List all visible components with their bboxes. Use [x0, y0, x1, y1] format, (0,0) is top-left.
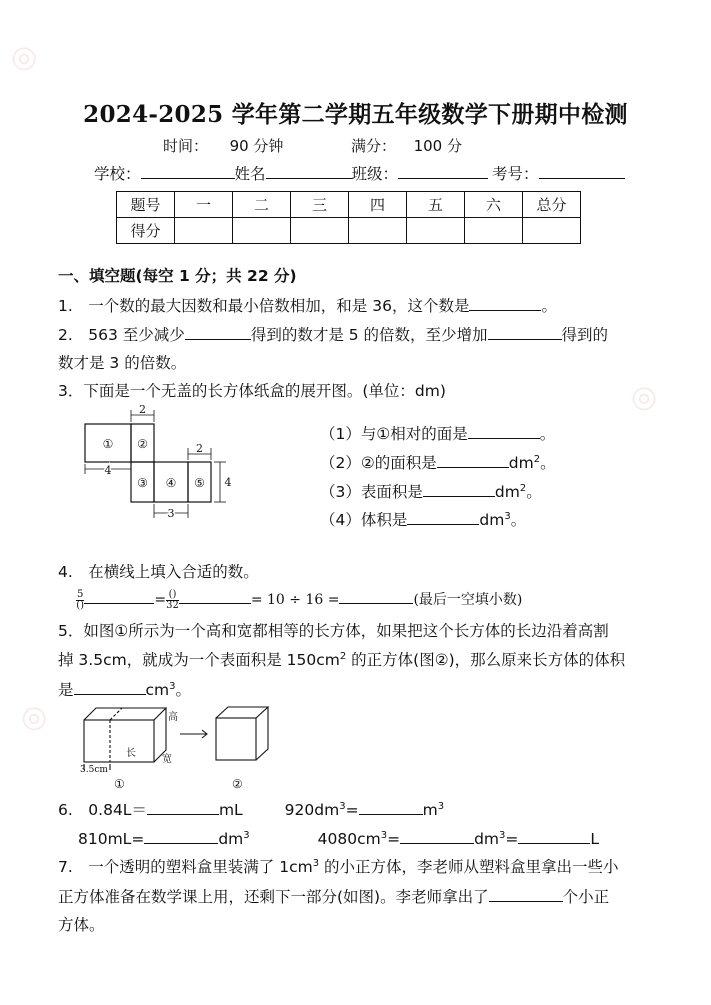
- school-label: 学校：: [94, 165, 141, 183]
- q2-continued: 数才是 3 的倍数。: [58, 354, 187, 372]
- class-field[interactable]: [398, 163, 488, 179]
- unit-exponent: 3: [504, 511, 511, 522]
- answer-blank[interactable]: [84, 588, 154, 604]
- unit-exponent: 3: [380, 830, 388, 841]
- exam-info: [163, 135, 462, 156]
- q1-text: 1. 一个数的最大因数和最小倍数相加，和是 36，这个数是: [58, 297, 470, 315]
- unit: mL: [218, 801, 243, 819]
- length-label: 长: [126, 748, 136, 759]
- table-cell: 二: [233, 192, 291, 218]
- table-cell: 得分: [117, 218, 175, 244]
- score-cell[interactable]: [233, 218, 291, 244]
- q3-sub-text: （1）与①相对的面是: [320, 425, 468, 443]
- answer-blank[interactable]: [423, 481, 495, 497]
- score-cell[interactable]: [175, 218, 233, 244]
- face-2-label: ②: [137, 437, 148, 451]
- q3-sub-text: （3）表面积是: [320, 483, 423, 501]
- q6-text: 4080cm: [317, 830, 381, 848]
- table-cell: 四: [349, 192, 407, 218]
- q7-line-2: [58, 886, 609, 907]
- q7-text: 个小正: [562, 888, 610, 906]
- unit: dm: [479, 511, 505, 529]
- cut-length-label: 3.5cm: [80, 765, 108, 775]
- score-cell[interactable]: [349, 218, 407, 244]
- unit-exponent: 2: [533, 454, 541, 465]
- q3-sub-text: 。: [540, 454, 556, 472]
- unit-exponent: 3: [339, 801, 346, 812]
- height-label: 高: [168, 712, 178, 723]
- name-field[interactable]: [266, 163, 352, 179]
- equals-sign: =: [154, 592, 167, 608]
- name-label: 姓名: [234, 165, 266, 183]
- number-label: 考号：: [492, 165, 539, 183]
- score-cell[interactable]: [407, 218, 465, 244]
- table-row: [117, 218, 581, 244]
- fraction: [166, 590, 179, 611]
- unit-exponent: 3: [169, 681, 176, 692]
- q3-sub-2: [320, 452, 556, 473]
- q5-line-2: [58, 650, 625, 670]
- q2-text: 得到的数才是 5 的倍数，至少增加: [250, 326, 488, 344]
- q6-text: 6. 0.84L＝: [58, 801, 147, 819]
- q6-text: 810mL=: [78, 830, 145, 848]
- q7-text: 7. 一个透明的塑料盒里装满了 1cm: [58, 858, 313, 876]
- answer-blank[interactable]: [185, 324, 251, 340]
- dim-label: 2: [196, 442, 203, 455]
- table-cell: 五: [407, 192, 465, 218]
- answer-blank[interactable]: [400, 828, 474, 844]
- dim-label: 3: [167, 507, 175, 520]
- unit: dm: [474, 830, 500, 848]
- answer-blank[interactable]: [468, 423, 540, 439]
- time-value: 90 分钟: [229, 137, 284, 155]
- score-table: [116, 191, 581, 244]
- unit-exponent: 3: [499, 830, 506, 841]
- dim-label: 4: [104, 464, 112, 477]
- answer-blank[interactable]: [489, 886, 563, 902]
- q6-text: 920dm: [284, 801, 340, 819]
- box-net-figure: [78, 402, 238, 524]
- unit: cm: [145, 681, 170, 699]
- equation-text: = 10 ÷ 16 =: [250, 592, 340, 608]
- table-row: [117, 192, 581, 218]
- answer-blank[interactable]: [518, 828, 590, 844]
- q5-text: 是: [58, 681, 74, 699]
- time-label: 时间：: [163, 137, 209, 155]
- table-cell: 总分: [523, 192, 581, 218]
- figure-2-label: ②: [232, 777, 243, 791]
- score-value: 100 分: [413, 137, 462, 155]
- table-cell: 六: [465, 192, 523, 218]
- equals-sign: =: [387, 830, 401, 848]
- q3-sub-text: 。: [510, 511, 527, 529]
- answer-blank[interactable]: [74, 679, 146, 695]
- question-1: [58, 295, 557, 316]
- face-1-label: ①: [102, 437, 114, 451]
- watermark: ◎: [2, 35, 44, 80]
- q1-end: 。: [541, 297, 557, 315]
- unit: L: [590, 830, 600, 848]
- q5-text: 。: [175, 681, 192, 699]
- watermark: ◎: [622, 375, 664, 420]
- q7-text: 的小正方体，李老师从塑料盒里拿出一些小: [319, 858, 619, 876]
- question-3: 3．下面是一个无盖的长方体纸盒的展开图。(单位：dm): [58, 382, 446, 400]
- q3-sub-text: （2）②的面积是: [320, 454, 437, 472]
- unit-exponent: 2: [339, 651, 347, 662]
- face-4-label: ④: [165, 476, 177, 490]
- answer-blank[interactable]: [339, 588, 413, 604]
- figure-1-label: ①: [114, 777, 125, 791]
- class-label: 班级：: [351, 165, 399, 183]
- dim-label: 4: [224, 476, 232, 489]
- cuboid-figure: [78, 700, 278, 795]
- q4-note: (最后一空填小数): [413, 592, 523, 608]
- question-7: [58, 857, 619, 877]
- q5-text: 掉 3.5cm，就成为一个表面积是 150cm: [58, 651, 340, 669]
- equals-sign: =: [505, 830, 519, 848]
- unit-exponent: 2: [519, 483, 527, 494]
- q3-sub-text: 。: [539, 425, 556, 443]
- student-info: [94, 162, 625, 184]
- answer-blank[interactable]: [147, 799, 219, 815]
- number-field[interactable]: [539, 163, 625, 179]
- q3-sub-3: [320, 481, 542, 502]
- unit-exponent: 3: [437, 801, 445, 812]
- fraction-denominator: 32: [166, 599, 179, 611]
- section-title: 一、填空题(每空 1 分；共 22 分): [58, 267, 297, 285]
- watermark: ◎: [12, 695, 54, 740]
- unit: m: [422, 801, 438, 819]
- face-3-label: ③: [137, 476, 148, 490]
- question-6-row-1: [58, 799, 444, 820]
- answer-blank[interactable]: [437, 452, 509, 468]
- question-2: [58, 324, 608, 345]
- answer-blank[interactable]: [407, 509, 479, 525]
- school-field[interactable]: [141, 163, 235, 179]
- question-6-row-2: [78, 828, 599, 849]
- q3-sub-4: [320, 509, 526, 530]
- score-label: 满分：: [351, 137, 397, 155]
- page-title: 2024-2025 学年第二学期五年级数学下册期中检测: [83, 101, 628, 128]
- answer-blank[interactable]: [488, 324, 562, 340]
- q2-text: 得到的: [561, 326, 609, 344]
- q3-sub-text: 。: [526, 483, 542, 501]
- width-label: 宽: [162, 754, 172, 765]
- answer-blank[interactable]: [179, 588, 251, 604]
- table-cell: 题号: [117, 192, 175, 218]
- score-cell[interactable]: [291, 218, 349, 244]
- equals-sign: =: [345, 801, 359, 819]
- q5-text: 的正方体(图②)，那么原来长方体的体积: [346, 651, 626, 669]
- answer-blank[interactable]: [359, 799, 423, 815]
- q2-text: 2. 563 至少减少: [58, 326, 185, 344]
- table-cell: 三: [291, 192, 349, 218]
- q4-equation: [76, 586, 522, 614]
- q7-line-3: 方体。: [58, 916, 105, 934]
- answer-blank[interactable]: [469, 295, 541, 311]
- question-4: 4. 在横线上填入合适的数。: [58, 563, 259, 581]
- unit: dm: [508, 454, 534, 472]
- fraction: [76, 590, 84, 611]
- unit-exponent: 3: [312, 858, 320, 869]
- score-cell[interactable]: [465, 218, 523, 244]
- unit: dm: [494, 483, 520, 501]
- unit-exponent: 3: [243, 830, 250, 841]
- q5-line-3: [58, 679, 191, 700]
- fraction-numerator: 5: [77, 588, 84, 600]
- score-cell[interactable]: [523, 218, 581, 244]
- question-5: 5．如图①所示为一个高和宽都相等的长方体，如果把这个长方体的长边沿着高割: [58, 622, 609, 640]
- dim-label: 2: [139, 403, 146, 416]
- table-cell: 一: [175, 192, 233, 218]
- fraction-denominator: (): [76, 599, 85, 611]
- q3-sub-text: （4）体积是: [320, 511, 408, 529]
- answer-blank[interactable]: [144, 828, 218, 844]
- q7-text: 正方体准备在数学课上用，还剩下一部分(如图)。李老师拿出了: [58, 888, 489, 906]
- face-5-label: ⑤: [194, 476, 205, 490]
- fraction-numerator: (): [166, 590, 179, 601]
- unit: dm: [218, 830, 244, 848]
- q3-sub-1: [320, 423, 555, 444]
